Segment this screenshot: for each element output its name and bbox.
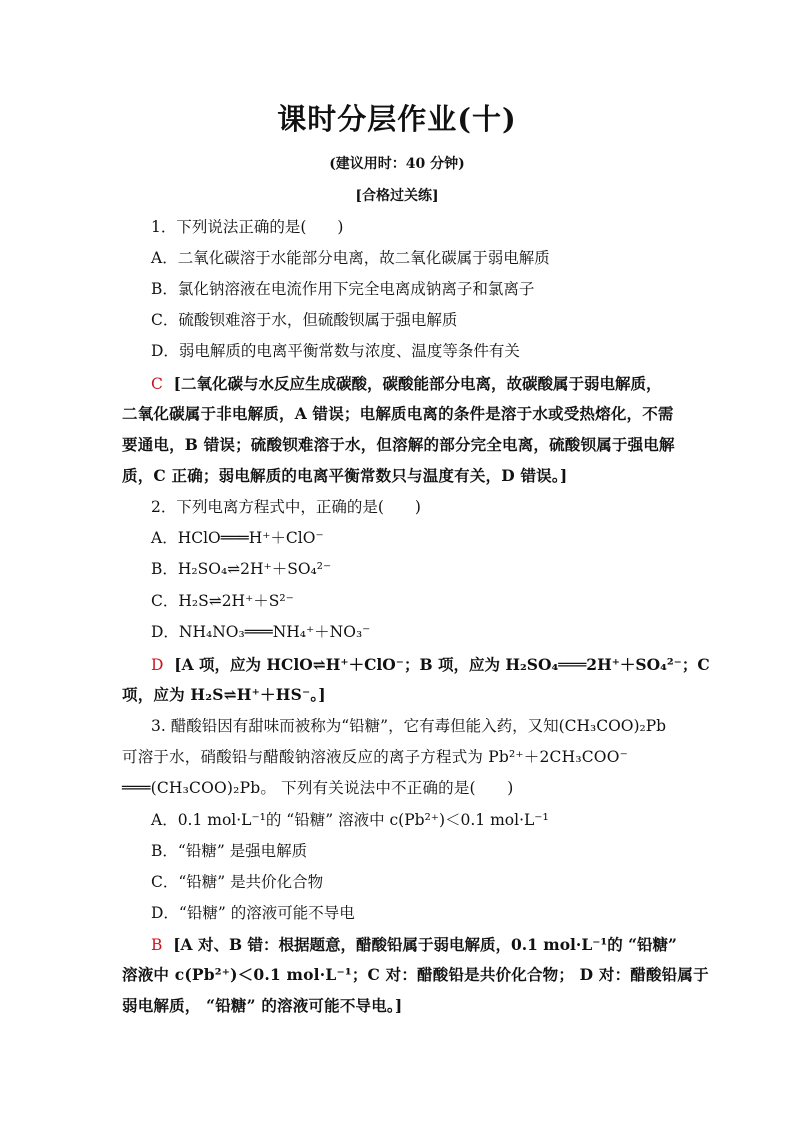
q1-explanation-line3: 要通电，B 错误；硫酸钡难溶于水，但溶解的部分完全电离，硫酸钡属于强电解 [122,435,675,454]
q2-option-a: A．HClO═══H⁺＋ClO⁻ [151,529,324,547]
q3-exp1-text: [A 对、B 错：根据题意，醋酸铅属于弱电解质，0.1 mol·L⁻¹的 “铅糖” [173,935,677,954]
q2-answer-letter: D [151,656,164,674]
q3-explanation-line2: 溶液中 c(Pb²⁺)＜0.1 mol·L⁻¹；C 对：醋酸铅是共价化合物； D 对：醋酸铅属于 [122,965,709,984]
time-hint: (建议用时：40 分钟) [329,156,465,172]
q3-stem-line2: 可溶于水，硝酸铅与醋酸钠溶液反应的离子方程式为 Pb²⁺＋2CH₃COO⁻ [122,748,628,766]
q1-exp1-text: [二氧化碳与水反应生成碳酸，碳酸能部分电离，故碳酸属于弱电解质， [173,374,662,393]
q2-option-c: C．H₂S⇌2H⁺＋S²⁻ [151,592,294,610]
section-label: [合格过关练] [355,188,439,204]
page-title: 课时分层作业(十) [277,102,517,136]
q1-option-a: A．二氧化碳溶于水能部分电离，故二氧化碳属于弱电解质 [151,249,550,267]
q2-option-d: D．NH₄NO₃═══NH₄⁺＋NO₃⁻ [151,623,371,641]
q2-option-b: B．H₂SO₄⇌2H⁺＋SO₄²⁻ [151,560,332,578]
q3-option-b: B．“铅糖” 是强电解质 [151,842,308,860]
q1-option-d: D．弱电解质的电离平衡常数与浓度、温度等条件有关 [151,342,520,360]
q3-explanation-line1 [151,935,677,955]
q1-option-b: B．氯化钠溶液在电流作用下完全电离成钠离子和氯离子 [151,280,535,298]
q3-option-c: C．“铅糖” 是共价化合物 [151,873,324,891]
q1-explanation-line1 [151,374,662,394]
q2-stem: 2．下列电离方程式中，正确的是( ) [151,498,421,516]
q3-stem-line3: ═══(CH₃COO)₂Pb。 下列有关说法中不正确的是( ) [122,779,514,797]
q3-stem-line1: 3. 醋酸铅因有甜味而被称为“铅糖”，它有毒但能入药，又知(CH₃COO)₂Pb [151,717,667,735]
q1-option-c: C．硫酸钡难溶于水，但硫酸钡属于强电解质 [151,311,458,329]
q2-explanation-line1 [151,655,710,675]
q3-explanation-line3: 弱电解质， “铅糖” 的溶液可能不导电。] [122,996,403,1015]
q3-answer-letter: B [151,936,163,954]
q1-answer-letter: C [151,375,163,393]
q1-explanation-line4: 质，C 正确；弱电解质的电离平衡常数只与温度有关，D 错误。] [122,466,568,485]
q3-option-d: D．“铅糖” 的溶液可能不导电 [151,904,355,922]
q2-exp1-text: [A 项，应为 HClO⇌H⁺＋ClO⁻；B 项，应为 H₂SO₄═══2H⁺＋SO₄²⁻；C [174,655,710,674]
q1-stem: 1．下列说法正确的是( ) [151,218,344,236]
q1-explanation-line2: 二氧化碳属于非电解质，A 错误；电解质电离的条件是溶于水或受热熔化，不需 [122,404,674,423]
q2-explanation-line2: 项，应为 H₂S⇌H⁺＋HS⁻。] [122,685,326,704]
q3-option-a: A．0.1 mol·L⁻¹的 “铅糖” 溶液中 c(Pb²⁺)＜0.1 mol·L⁻¹ [151,811,549,829]
